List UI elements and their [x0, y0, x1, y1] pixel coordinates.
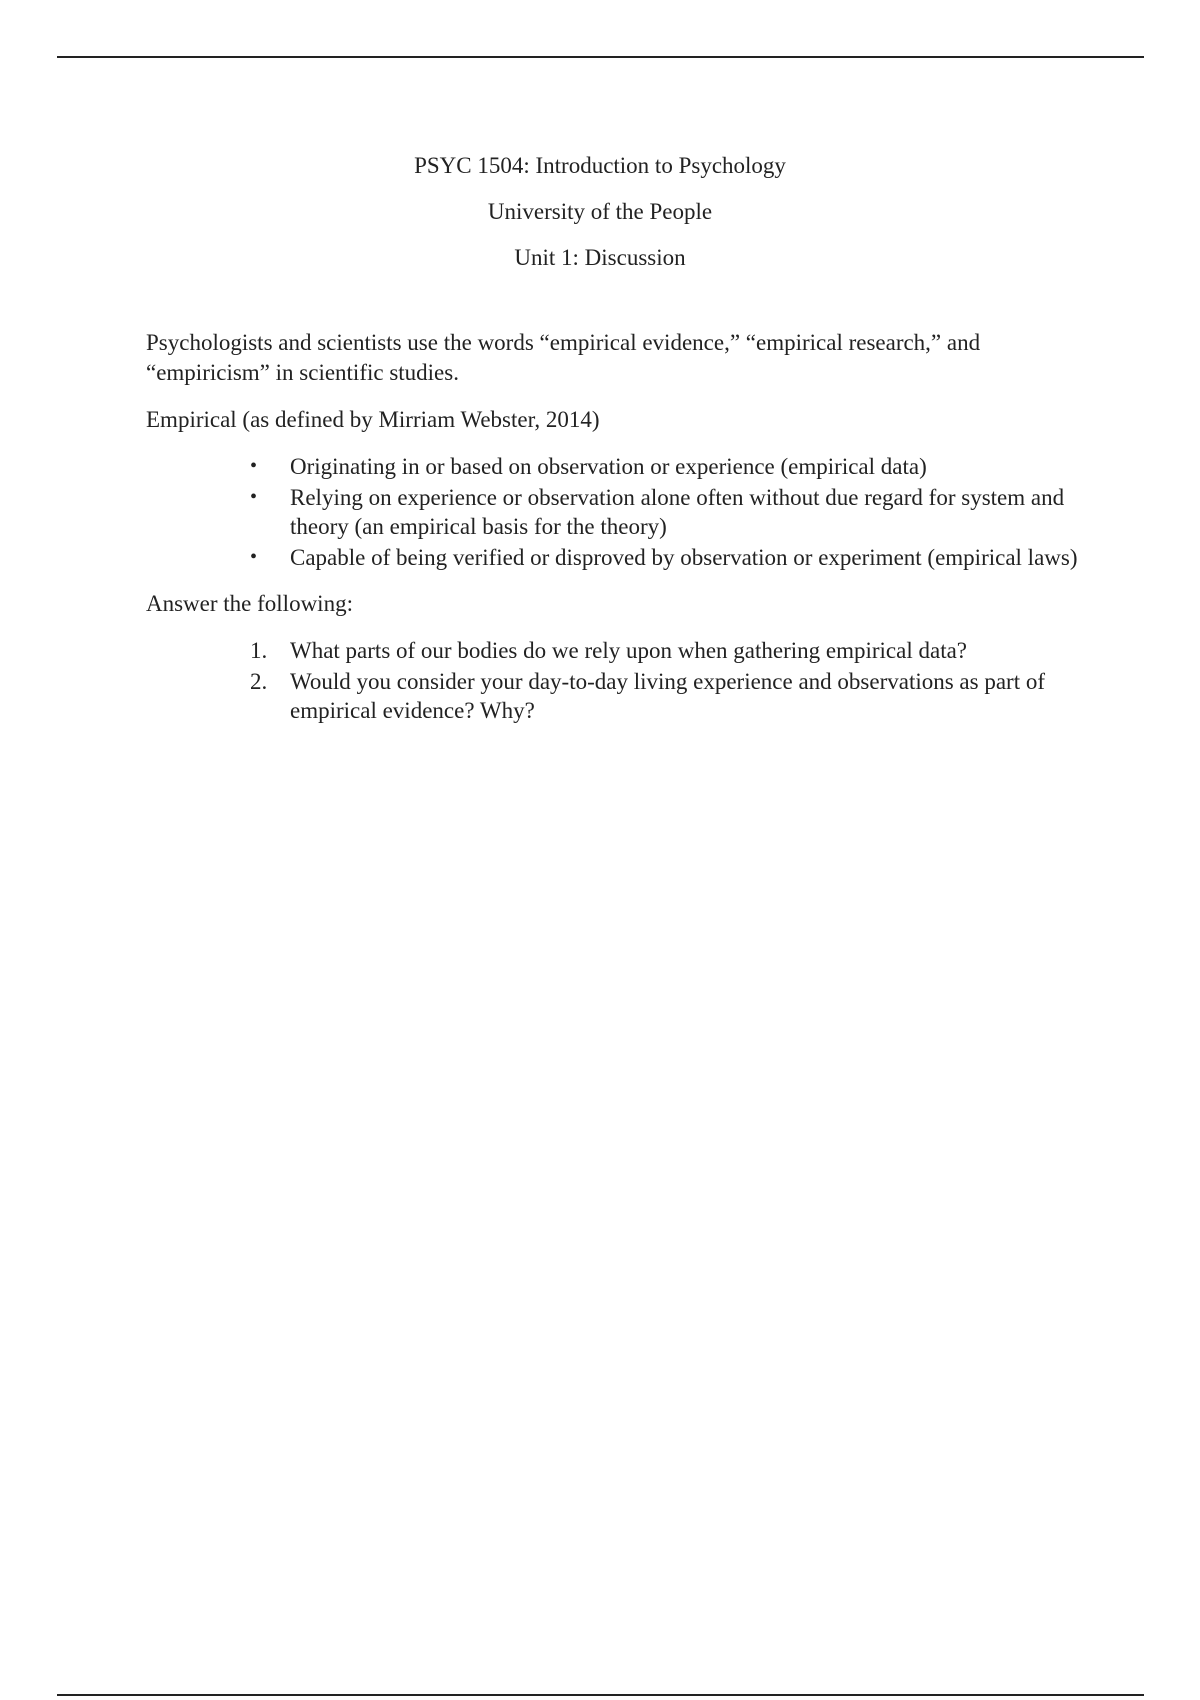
number-marker: 1. — [250, 638, 268, 663]
bottom-rule — [57, 1694, 1144, 1696]
list-item — [146, 667, 1096, 725]
definition-list — [146, 452, 1096, 572]
top-rule — [57, 56, 1144, 58]
university-name: University of the People — [487, 199, 713, 224]
list-item — [146, 636, 1096, 665]
list-item — [146, 543, 1096, 572]
list-item — [146, 483, 1096, 541]
definition-heading: Empirical (as defined by Mirriam Webster, 2014) — [146, 407, 600, 432]
unit-title: Unit 1: Discussion — [514, 245, 686, 270]
question-text: Would you consider your day-to-day living experience and observations as part of empirical evidence? Why? — [290, 669, 1046, 723]
intro-paragraph: Psychologists and scientists use the words “empirical evidence,” “empirical research,” and “empiricism” in scientific studies. — [146, 330, 981, 385]
bullet-marker: • — [250, 546, 258, 568]
list-item — [146, 452, 1096, 481]
document-body — [146, 328, 1096, 742]
definition-text: Relying on experience or observation alone often without due regard for system and theory (an empirical basis for the theory) — [290, 485, 1065, 539]
question-text: What parts of our bodies do we rely upon when gathering empirical data? — [290, 638, 967, 663]
questions-heading: Answer the following: — [146, 591, 353, 616]
course-title: PSYC 1504: Introduction to Psychology — [414, 153, 786, 178]
document-header — [0, 143, 1200, 281]
definition-text: Originating in or based on observation or experience (empirical data) — [290, 454, 927, 479]
number-marker: 2. — [250, 669, 268, 694]
question-list — [146, 636, 1096, 725]
definition-text: Capable of being verified or disproved by observation or experiment (empirical laws) — [290, 545, 1078, 570]
bullet-marker: • — [250, 486, 258, 508]
bullet-marker: • — [250, 455, 258, 477]
